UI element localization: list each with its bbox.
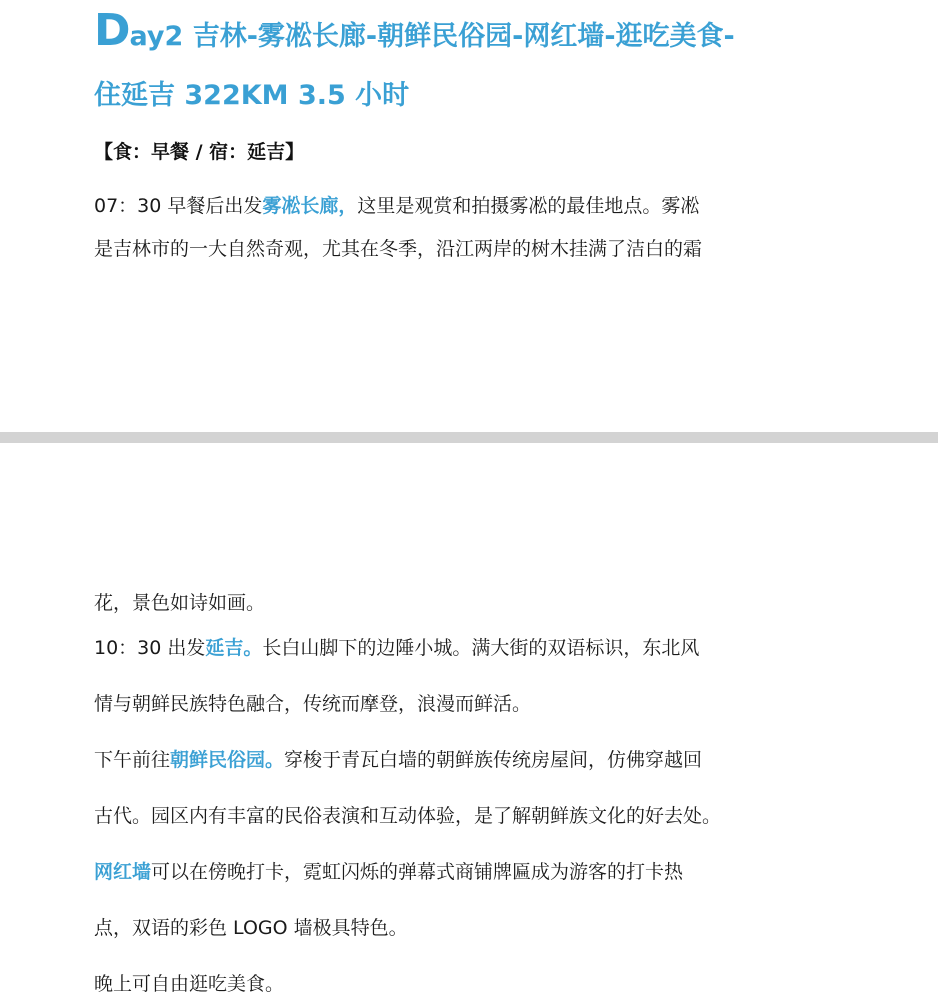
paragraph-line: 晚上可自由逛吃美食。 bbox=[94, 973, 285, 995]
meal-lodging-info: 【食：早餐 / 宿：延吉】 bbox=[94, 141, 305, 163]
body-text: 穿梭于青瓦白墙的朝鲜族传统房屋间，仿佛穿越回 bbox=[284, 749, 703, 771]
day-title-line-1 bbox=[94, 6, 735, 56]
page-bottom bbox=[0, 443, 938, 995]
body-text: 长白山脚下的边陲小城。满大街的双语标识，东北风 bbox=[262, 637, 700, 659]
time-text: 07：30 早餐后出发 bbox=[94, 195, 263, 217]
highlight-place: 朝鲜民俗园。 bbox=[170, 749, 285, 771]
highlight-place: 延吉。 bbox=[205, 637, 263, 659]
paragraph-line bbox=[94, 192, 699, 220]
paragraph-line bbox=[94, 634, 699, 662]
highlight-place: 雾凇长廊， bbox=[262, 195, 358, 217]
paragraph-line bbox=[94, 746, 702, 774]
day-title-initial: D bbox=[94, 5, 130, 56]
body-text: 下午前往 bbox=[94, 749, 171, 771]
paragraph-line: 点，双语的彩色 LOGO 墙极具特色。 bbox=[94, 917, 408, 939]
body-text: 这里是观赏和拍摄雾凇的最佳地点。雾凇 bbox=[357, 195, 700, 217]
paragraph-line: 古代。园区内有丰富的民俗表演和互动体验，是了解朝鲜族文化的好去处。 bbox=[94, 805, 722, 827]
paragraph-line: 情与朝鲜民族特色融合，传统而摩登，浪漫而鲜活。 bbox=[94, 693, 532, 715]
page-top bbox=[0, 0, 938, 432]
time-text: 10：30 出发 bbox=[94, 637, 206, 659]
paragraph-line: 是吉林市的一大自然奇观，尤其在冬季，沿江两岸的树木挂满了洁白的霜 bbox=[94, 238, 703, 260]
body-text: 可以在傍晚打卡，霓虹闪烁的弹幕式商铺牌匾成为游客的打卡热 bbox=[151, 861, 684, 883]
paragraph-line bbox=[94, 858, 683, 886]
day-title-line-2: 住延吉 322KM 3.5 小时 bbox=[94, 80, 410, 111]
highlight-place: 网红墙 bbox=[94, 861, 152, 883]
day-title-text: ay2 吉林-雾凇长廊-朝鲜民俗园-网红墙-逛吃美食- bbox=[129, 21, 735, 52]
paragraph-line: 花，景色如诗如画。 bbox=[94, 592, 266, 614]
page-divider bbox=[0, 432, 938, 443]
